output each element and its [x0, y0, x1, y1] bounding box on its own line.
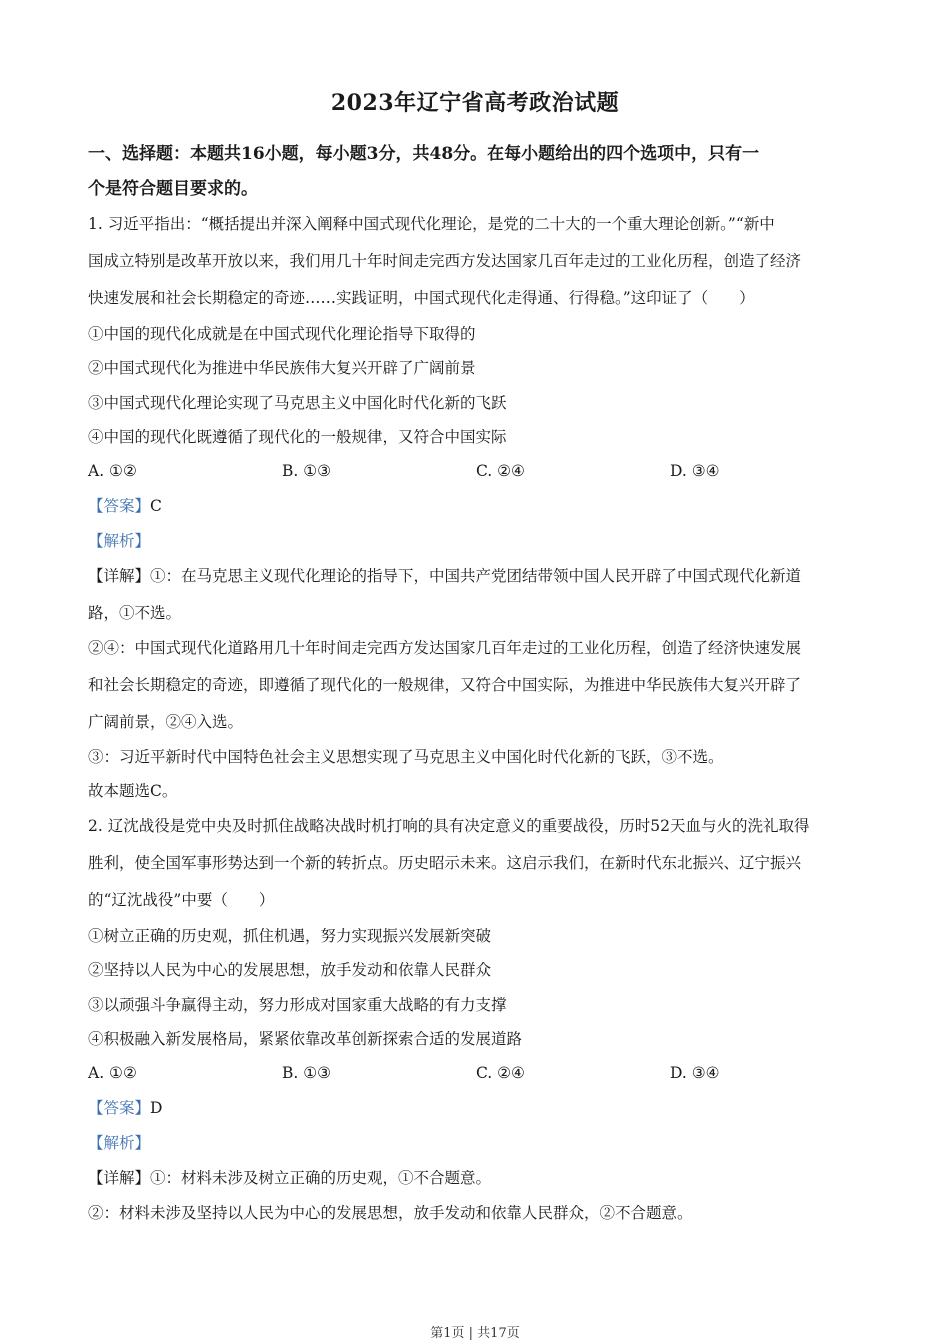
q2-statement: ④积极融入新发展格局，紧紧依靠改革创新探索合适的发展道路	[88, 1030, 523, 1048]
q2-detail-line: ②：材料未涉及坚持以人民为中心的发展思想，放手发动和依靠人民群众，②不合题意。	[88, 1204, 693, 1222]
q1-detail-line: ③：习近平新时代中国特色社会主义思想实现了马克思主义中国化时代化新的飞跃，③不选。	[88, 748, 724, 766]
q1-statement: ③中国式现代化理论实现了马克思主义中国化时代化新的飞跃	[88, 394, 507, 412]
q1-option-d: D. ③④	[670, 462, 720, 480]
q1-stem-line: 快速发展和社会长期稳定的奇迹……实践证明，中国式现代化走得通、行得稳。”这印证了（ ）	[88, 289, 755, 307]
q2-option-a: A. ①②	[88, 1064, 137, 1082]
answer-value: C	[150, 497, 162, 515]
q2-option-d: D. ③④	[670, 1064, 720, 1082]
document-title: 2023年辽宁省高考政治试题	[330, 90, 620, 116]
answer-tag: 【答案】	[88, 497, 151, 515]
q1-statement: ④中国的现代化既遵循了现代化的一般规律，又符合中国实际	[88, 428, 507, 446]
q2-option-c: C. ②④	[476, 1064, 525, 1082]
q1-analysis-tag: 【解析】	[88, 532, 151, 550]
q1-statement: ②中国式现代化为推进中华民族伟大复兴开辟了广阔前景	[88, 359, 476, 377]
q2-stem-line: 胜利，使全国军事形势达到一个新的转折点。历史昭示未来。这启示我们，在新时代东北振兴、辽宁振兴	[88, 854, 802, 872]
q1-detail-line: 广阔前景，②④入选。	[88, 713, 244, 731]
q2-detail-line: 【详解】①：材料未涉及树立正确的历史观，①不合题意。	[88, 1169, 492, 1187]
q1-option-a: A. ①②	[88, 462, 137, 480]
answer-tag: 【答案】	[88, 1099, 151, 1117]
q1-detail-line: 【详解】①：在马克思主义现代化理论的指导下，中国共产党团结带领中国人民开辟了中国式现代化新道	[88, 567, 802, 585]
q1-option-b: B. ①③	[282, 462, 332, 480]
q1-detail-line: 路，①不选。	[88, 604, 182, 622]
answer-value: D	[150, 1099, 163, 1117]
section-heading: 一、选择题：本题共16小题，每小题3分，共48分。在每小题给出的四个选项中，只有一	[88, 144, 760, 164]
q2-statement: ①树立正确的历史观，抓住机遇，努力实现振兴发展新突破	[88, 927, 492, 945]
q1-option-c: C. ②④	[476, 462, 525, 480]
q2-stem-line: 2. 辽沈战役是党中央及时抓住战略决战时机打响的具有决定意义的重要战役，历时52天血与火的洗礼取得	[88, 817, 810, 835]
q1-stem-line: 国成立特别是改革开放以来，我们用几十年时间走完西方发达国家几百年走过的工业化历程，创造了经济	[88, 252, 802, 270]
q1-answer	[88, 495, 868, 517]
q2-statement: ②坚持以人民为中心的发展思想，放手发动和依靠人民群众	[88, 961, 492, 979]
q2-stem-line: 的“辽沈战役”中要（ ）	[88, 891, 275, 909]
q1-statement: ①中国的现代化成就是在中国式现代化理论指导下取得的	[88, 325, 476, 343]
q1-detail-line: 故本题选C。	[88, 782, 178, 800]
q2-option-b: B. ①③	[282, 1064, 332, 1082]
section-heading-cont: 个是符合题目要求的。	[88, 179, 258, 199]
q1-detail-line: 和社会长期稳定的奇迹，即遵循了现代化的一般规律，又符合中国实际，为推进中华民族伟大复兴开辟了	[88, 676, 802, 694]
q2-statement: ③以顽强斗争赢得主动，努力形成对国家重大战略的有力支撑	[88, 996, 507, 1014]
q1-stem-line: 1. 习近平指出：“概括提出并深入阐释中国式现代化理论，是党的二十大的一个重大理论创新。”“新中	[88, 215, 775, 233]
q1-detail-line: ②④：中国式现代化道路用几十年时间走完西方发达国家几百年走过的工业化历程，创造了经济快速发展	[88, 639, 802, 657]
page-footer: 第1页 | 共17页	[430, 1326, 520, 1341]
q2-analysis-tag: 【解析】	[88, 1134, 151, 1152]
q2-answer	[88, 1097, 868, 1119]
